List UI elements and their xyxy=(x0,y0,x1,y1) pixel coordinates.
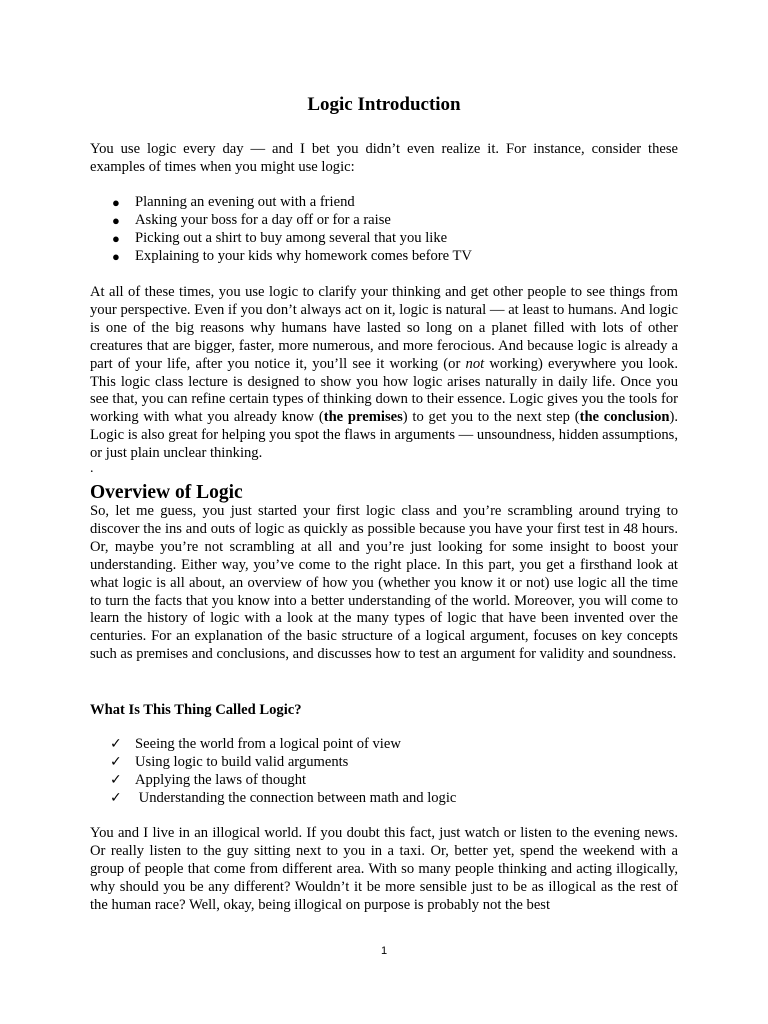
list-item: ✓ Seeing the world from a logical point of view xyxy=(110,736,401,752)
examples-bullet-list xyxy=(90,194,678,266)
stray-dot: . xyxy=(90,461,94,476)
list-item: ● Planning an evening out with a friend xyxy=(112,194,355,210)
checkmark-icon: ✓ xyxy=(110,771,122,788)
checkmark-icon: ✓ xyxy=(110,789,122,806)
list-item: ● Explaining to your kids why homework comes before TV xyxy=(112,247,472,264)
final-paragraph: You and I live in an illogical world. If you doubt this fact, just watch or listen to the evening news. Or really listen to the guy sitting next to you in a taxi. Or, better yet, spend the weekend with a group of people that come from different area. With so many people thinking and acting illogically, why should you be any different? Wouldn’t it be more sensible just to be as illogical as the rest of the human race? Well, okay, being illogical on purpose is probably not the best xyxy=(90,825,678,913)
page-number: 1 xyxy=(380,945,388,957)
subheading: What Is This Thing Called Logic? xyxy=(90,702,302,718)
page-title: Logic Introduction xyxy=(307,94,461,115)
list-item: ✓ Understanding the connection between math and logic xyxy=(110,789,457,806)
body-paragraph-logic-everyday: At all of these times, you use logic to clarify your thinking and get other people to see things from your perspective. Even if you don’t always act on it, logic is natural — at least to humans. And logic is one of the big reasons why humans have lasted so long on a planet filled with lots of other creatures that are bigger, faster, more numerous, and more ferocious. And because logic is already a part of your life, after you notice it, you’ll see it working (or not working) everywhere you look. This logic class lecture is designed to show you how logic arises naturally in daily life. Once you see that, you can refine certain types of thinking down to their essence. Logic gives you the tools for working with what you already know (the premises) to get you to the next step (the conclusion). Logic is also great for helping you spot the flaws in arguments — unsoundness, hidden assumptions, or just plain unclear thinking. xyxy=(90,284,679,462)
overview-heading: Overview of Logic xyxy=(90,482,243,503)
bullet-icon: ● xyxy=(112,195,120,210)
list-item: ● Picking out a shirt to buy among several that you like xyxy=(112,229,448,246)
list-item: ✓ Using logic to build valid arguments xyxy=(110,753,349,770)
bullet-icon: ● xyxy=(112,248,120,264)
checkmark-icon: ✓ xyxy=(110,736,122,752)
bullet-icon: ● xyxy=(112,230,120,246)
topics-check-list xyxy=(90,736,678,808)
intro-paragraph: You use logic every day — and I bet you didn’t even realize it. For instance, consider these examples of times when you might use logic: xyxy=(90,141,678,175)
checkmark-icon: ✓ xyxy=(110,753,122,770)
list-item: ✓ Applying the laws of thought xyxy=(110,771,307,788)
list-item: ● Asking your boss for a day off or for a raise xyxy=(112,211,391,228)
bullet-icon: ● xyxy=(112,212,120,228)
overview-paragraph: So, let me guess, you just started your first logic class and you’re scrambling around trying to discover the ins and outs of logic as quickly as possible because you have your first test in 48 hours. Or, maybe you’re not scrambling at all and you’re just looking for some insight to boost your understanding. Either way, you’ve come to the right place. In this part, you get a firsthand look at what logic is all about, an overview of how you (whether you know it or not) use logic all the time to turn the facts that you know into a better understanding of the world. Moreover, you will come to learn the history of logic with a look at the many types of logic that have been invented over the centuries. For an explanation of the basic structure of a logical argument, focuses on key concepts such as premises and conclusions, and discusses how to test an argument for validity and soundness. xyxy=(90,503,678,663)
